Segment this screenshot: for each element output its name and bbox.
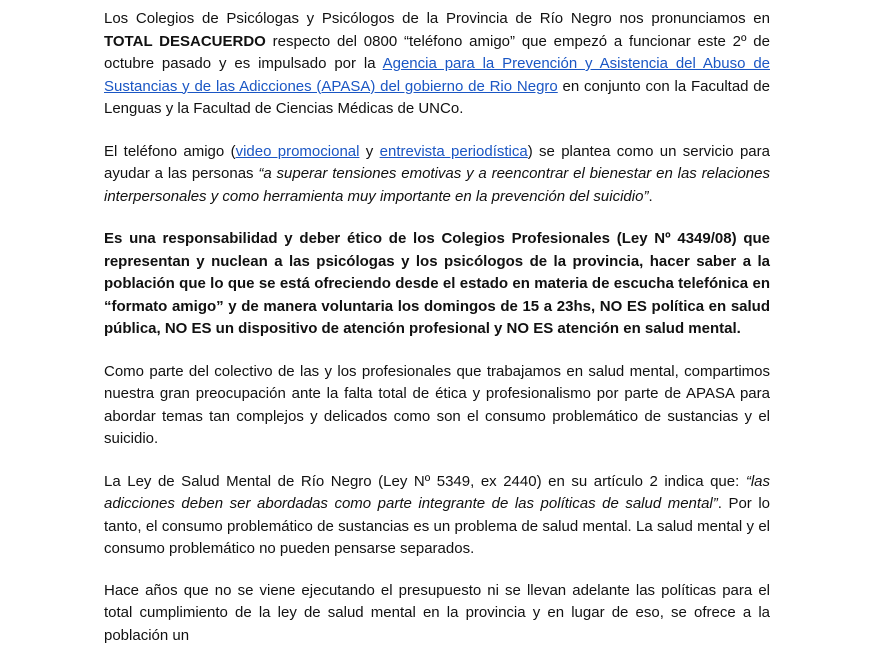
ley-text-2: . Por lo tanto, el consumo problemático de sustancias es un problema de salud mental. La salud mental y el consumo problemático no pueden pensarse separados. xyxy=(104,495,770,557)
entrevista-periodistica-link[interactable]: entrevista periodística xyxy=(380,143,528,160)
telefono-text-3: ) se plantea como un servicio para ayudar a las personas xyxy=(104,143,770,183)
telefono-text-2: y xyxy=(359,143,379,160)
ley-quote: “las adicciones deben ser abordadas como parte integrante de las políticas de salud mental” xyxy=(104,473,770,513)
paragraph-intro xyxy=(104,8,770,121)
paragraph-colectivo: Como parte del colectivo de las y los profesionales que trabajamos en salud mental, compartimos nuestra gran preocupación ante la falta total de ética y profesionalismo por parte de APASA para abordar temas tan complejos y delicados como son el consumo problemático de sustancias y el suicidio. xyxy=(104,361,770,451)
intro-text-1: Los Colegios de Psicólogas y Psicólogos de la Provincia de Río Negro nos pronunciamos en xyxy=(104,10,770,27)
paragraph-presupuesto: Hace años que no se viene ejecutando el presupuesto ni se llevan adelante las políticas para el total cumplimiento de la ley de salud mental en la provincia y en lugar de eso, se ofrece a la población un xyxy=(104,580,770,647)
paragraph-ley-salud-mental xyxy=(104,471,770,561)
telefono-text-4: . xyxy=(648,188,652,205)
intro-text-3: en conjunto con la Facultad de Lenguas y la Facultad de Ciencias Médicas de UNCo. xyxy=(104,78,770,118)
video-promocional-link[interactable]: video promocional xyxy=(236,143,360,160)
paragraph-responsabilidad: Es una responsabilidad y deber ético de los Colegios Profesionales (Ley Nº 4349/08) que representan y nuclean a las psicólogas y los psicólogos de la provincia, hacer saber a la población que lo que se está ofreciendo desde el estado en materia de escucha telefónica en “formato amigo” y de manera voluntaria los domingos de 15 a 23hs, NO ES política en salud pública, NO ES un dispositivo de atención profesional y NO ES atención en salud mental. xyxy=(104,228,770,341)
telefono-quote: “a superar tensiones emotivas y a reencontrar el bienestar en las relaciones interpersonales y como herramienta muy importante en la prevención del suicidio” xyxy=(104,165,770,205)
paragraph-telefono-amigo xyxy=(104,141,770,209)
ley-text-1: La Ley de Salud Mental de Río Negro (Ley Nº 5349, ex 2440) en su artículo 2 indica que: xyxy=(104,473,746,490)
intro-text-2: respecto del 0800 “teléfono amigo” que empezó a funcionar este 2º de octubre pasado y es impulsado por la xyxy=(104,33,770,73)
apasa-link[interactable]: Agencia para la Prevención y Asistencia del Abuso de Sustancias y de las Adicciones (APASA) del gobierno de Rio Negro xyxy=(104,55,770,95)
telefono-text-1: El teléfono amigo ( xyxy=(104,143,236,160)
total-desacuerdo-text: TOTAL DESACUERDO xyxy=(104,33,266,50)
